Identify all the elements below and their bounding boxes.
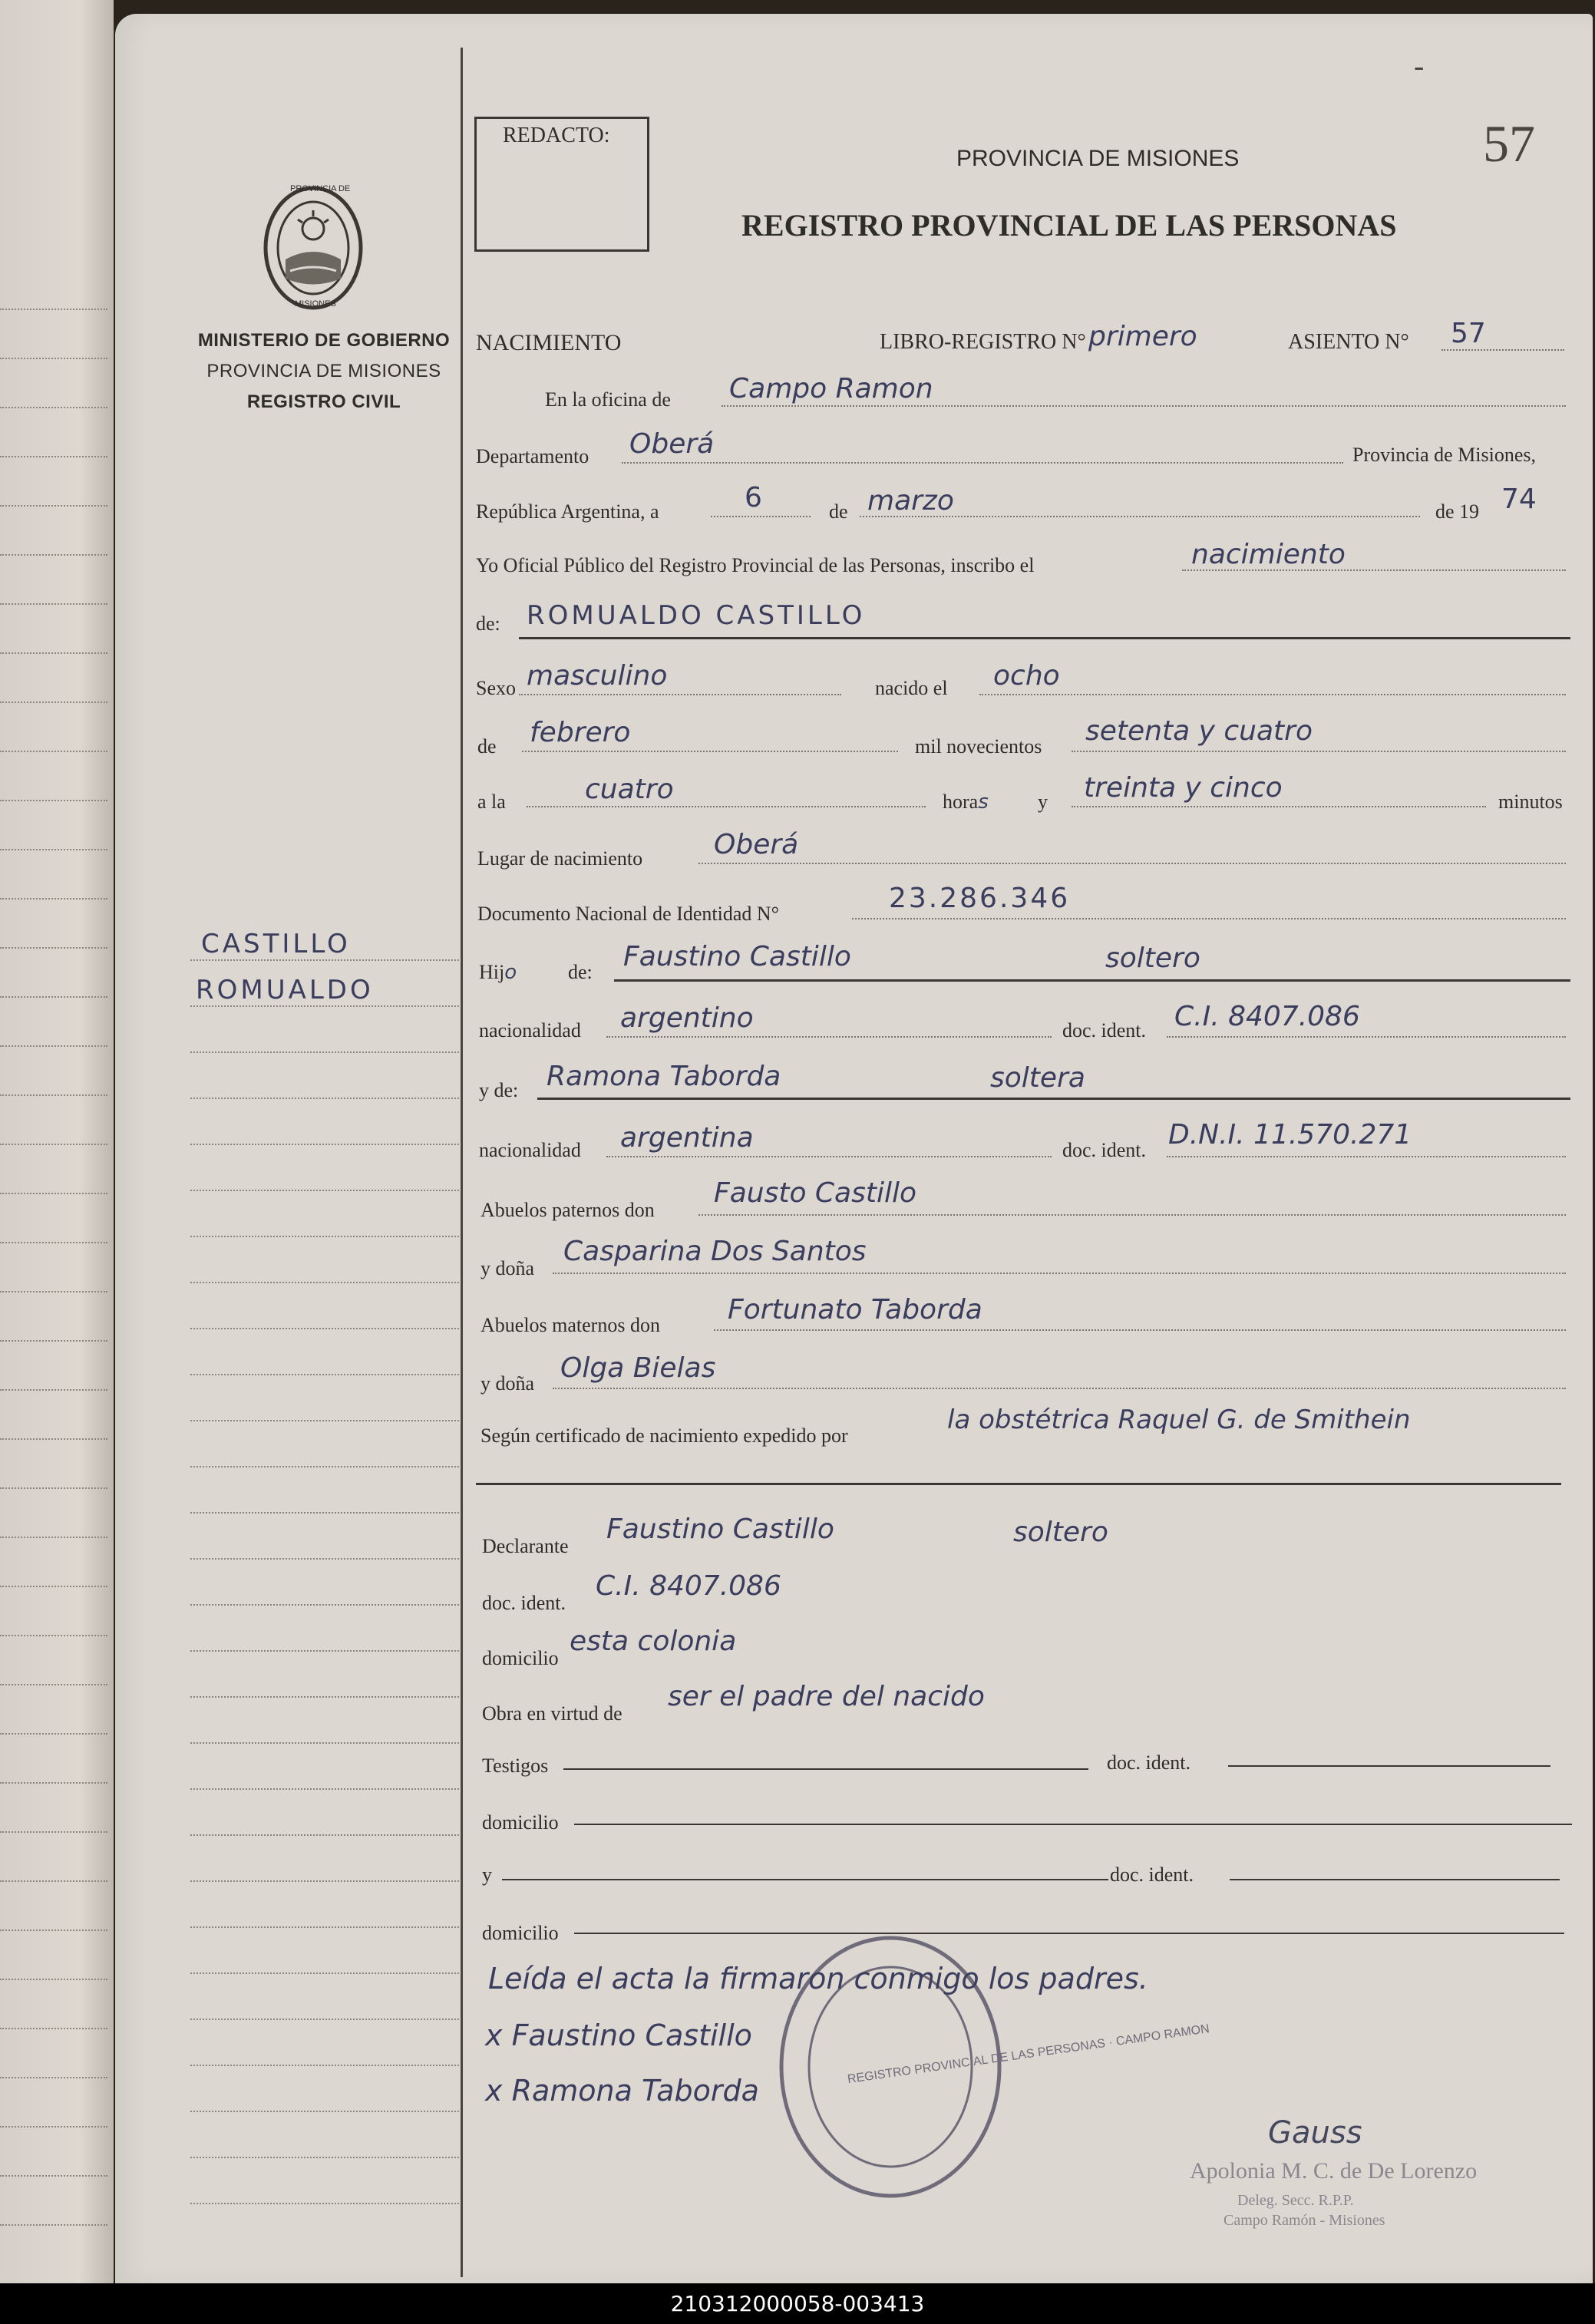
hijo-de-label: de: — [568, 961, 593, 983]
stamp-line2: Deleg. Secc. R.P.P. — [1237, 2192, 1354, 2209]
ruled-line — [852, 918, 1566, 919]
ruled-line — [0, 407, 107, 408]
lectura-text: Leída el acta la firmaron conmigo los padres. — [488, 1962, 1148, 1996]
ruled-line — [0, 751, 107, 752]
ruled-line — [0, 1045, 107, 1047]
ruled-line — [190, 1788, 459, 1790]
testigos-label: Testigos — [482, 1755, 549, 1777]
departamento-value: Oberá — [629, 428, 715, 460]
lugar-label: Lugar de nacimiento — [477, 847, 643, 870]
oficina-value: Campo Ramon — [729, 373, 933, 404]
hora-value: cuatro — [585, 774, 674, 805]
madre-estado: soltera — [990, 1062, 1085, 1094]
declarante-name: Faustino Castillo — [606, 1514, 834, 1545]
ruled-line — [0, 652, 107, 654]
ruled-line — [1182, 569, 1566, 571]
declarante-estado: soltero — [1013, 1517, 1108, 1548]
ruled-line — [622, 462, 1343, 464]
column-divider — [461, 48, 463, 2277]
testigo-domicilio-label: domicilio — [482, 1811, 559, 1834]
registered-name: ROMUALDO CASTILLO — [527, 600, 866, 631]
stamp-line3: Campo Ramón - Misiones — [1223, 2212, 1385, 2229]
ruled-line — [0, 898, 107, 900]
declarante-doc: C.I. 8407.086 — [596, 1570, 781, 1602]
ruled-line — [711, 516, 811, 517]
ruled-line — [190, 1236, 459, 1237]
ruled-line — [190, 1742, 459, 1744]
ruled-line — [860, 516, 1420, 517]
ruled-line — [0, 1733, 107, 1735]
ala-label: a la — [477, 791, 506, 813]
redacto-label: REDACTO: — [503, 124, 610, 147]
madre-nacionalidad: argentina — [620, 1122, 754, 1154]
testigo2-doc-label: doc. ident. — [1110, 1863, 1194, 1886]
ruled-line — [0, 1242, 107, 1243]
ruled-line — [190, 1604, 459, 1606]
ruled-line — [0, 2224, 107, 2226]
declarante-doc-label: doc. ident. — [482, 1592, 566, 1614]
ruled-line — [0, 1537, 107, 1538]
abuelo-paterno: Fausto Castillo — [714, 1177, 917, 1209]
y-dona-label-2: y doña — [480, 1372, 535, 1395]
provincia-label: Provincia de Misiones, — [1352, 444, 1537, 466]
testigo-y-label: y — [482, 1863, 492, 1886]
ruled-line — [190, 1926, 459, 1928]
padre-name: Faustino Castillo — [623, 941, 851, 972]
section-divider — [476, 1483, 1561, 1485]
testigo-doc-line — [1228, 1765, 1550, 1767]
asiento-label: ASIENTO N° — [1288, 330, 1409, 354]
testigo-line — [563, 1768, 1088, 1770]
dia-value: 6 — [745, 482, 762, 513]
ruled-line — [0, 1094, 107, 1096]
margin-note-given-name: ROMUALDO — [196, 975, 374, 1005]
de-label: de — [829, 500, 848, 523]
ruled-line — [0, 2175, 107, 2177]
ruled-line — [190, 1834, 459, 1836]
ruled-line — [190, 1144, 459, 1145]
ruled-line — [553, 1273, 1566, 1274]
obra-label: Obra en virtud de — [482, 1702, 622, 1725]
abuela-paterna: Casparina Dos Santos — [563, 1236, 867, 1267]
ruled-line — [190, 2111, 459, 2112]
testigo2-domicilio-label: domicilio — [482, 1922, 559, 1944]
minutos-value: treinta y cinco — [1084, 772, 1283, 804]
ruled-line — [606, 1036, 1052, 1038]
declarante-label: Declarante — [482, 1535, 569, 1557]
padre-doc-label: doc. ident. — [1062, 1019, 1147, 1042]
ministry-line1: MINISTERIO DE GOBIERNO — [197, 330, 451, 351]
madre-doc-label: doc. ident. — [1062, 1139, 1147, 1161]
testigo-doc-label: doc. ident. — [1107, 1751, 1191, 1774]
ruled-line — [0, 947, 107, 949]
ruled-line — [527, 806, 926, 807]
ruled-line — [0, 1389, 107, 1391]
ruled-line — [0, 800, 107, 801]
domicilio-label: domicilio — [482, 1647, 559, 1669]
testigo2-domicilio-line — [574, 1933, 1564, 1934]
ruled-line — [519, 694, 841, 695]
ruled-line — [190, 1190, 459, 1191]
yo-oficial-label: Yo Oficial Público del Registro Provincial de las Personas, inscribo el — [476, 554, 1035, 576]
madre-nac-label: nacionalidad — [479, 1139, 581, 1161]
ruled-line — [0, 505, 107, 507]
ruled-line — [979, 694, 1566, 695]
ministry-line2: PROVINCIA DE MISIONES — [206, 361, 441, 381]
ruled-line — [0, 701, 107, 703]
registry-title: REGISTRO PROVINCIAL DE LAS PERSONAS — [741, 208, 1397, 243]
ruled-line — [0, 1291, 107, 1292]
hijo-label — [479, 961, 517, 984]
nacido-label: nacido el — [875, 677, 948, 699]
republica-label: República Argentina, a — [476, 500, 659, 523]
ruled-line — [190, 1098, 459, 1099]
ruled-line — [698, 1214, 1566, 1216]
anio-label: de 19 — [1435, 500, 1480, 523]
testigo2-doc-line — [1230, 1879, 1560, 1880]
ruled-line — [190, 1374, 459, 1375]
ruled-line — [0, 456, 107, 457]
ruled-line — [1441, 349, 1564, 351]
nacido-value: ocho — [993, 660, 1060, 692]
libro-label: LIBRO-REGISTRO N° — [880, 330, 1086, 354]
madre-doc: D.N.I. 11.570.271 — [1168, 1119, 1412, 1150]
ruled-line — [190, 1282, 459, 1283]
mes-nac-value: febrero — [530, 717, 631, 748]
ruled-line — [1072, 751, 1566, 752]
ruled-line — [0, 2028, 107, 2029]
ruled-line — [190, 1420, 459, 1421]
ruled-line — [722, 405, 1566, 407]
ruled-line — [714, 1329, 1566, 1331]
seal-text-bottom: MISIONES — [295, 299, 336, 309]
page-number: 57 — [1483, 114, 1535, 173]
horas-label: horas — [943, 791, 989, 814]
y-label: y — [1038, 791, 1048, 813]
madre-name: Ramona Taborda — [547, 1061, 781, 1092]
libro-value: primero — [1088, 321, 1197, 352]
madre-underline — [537, 1098, 1570, 1100]
oficina-label: En la oficina de — [545, 388, 671, 411]
mes-value: marzo — [867, 485, 954, 517]
ruled-line — [0, 1340, 107, 1342]
image-id-text: 210312000058-003413 — [670, 2291, 925, 2316]
obra-value: ser el padre del nacido — [668, 1681, 985, 1712]
ruled-line — [0, 1831, 107, 1833]
margin-note-surname: CASTILLO — [201, 929, 351, 959]
departamento-label: Departamento — [476, 445, 589, 467]
ministry-line3: REGISTRO CIVIL — [246, 391, 401, 412]
ruled-line — [190, 2065, 459, 2066]
ruled-line — [190, 1696, 459, 1698]
ruled-line — [0, 358, 107, 359]
ruled-line — [190, 1466, 459, 1467]
minutos-label: minutos — [1498, 791, 1563, 813]
ruled-line — [190, 1972, 459, 1974]
domicilio-value: esta colonia — [570, 1626, 737, 1657]
segun-value: la obstétrica Raquel G. de Smithein — [947, 1405, 1411, 1435]
official-signature: Gauss — [1268, 2115, 1362, 2151]
ruled-line — [606, 1156, 1052, 1157]
ruled-line — [1072, 806, 1486, 807]
firma-padre: x Faustino Castillo — [485, 2019, 752, 2052]
ruled-line — [0, 1193, 107, 1194]
page-mark: - — [1414, 48, 1425, 83]
oval-seal-text: REGISTRO PROVINCIAL DE LAS PERSONAS · CAMPO RAMON — [847, 2022, 1210, 2087]
anio-value: 74 — [1501, 484, 1537, 515]
ruled-line — [0, 603, 107, 605]
abuela-materna: Olga Bielas — [560, 1352, 716, 1384]
dni-value: 23.286.346 — [889, 883, 1071, 914]
abuelos-maternos-label: Abuelos maternos don — [480, 1314, 660, 1336]
province-title: PROVINCIA DE MISIONES — [956, 146, 1240, 171]
mil-label: mil novecientos — [915, 735, 1042, 758]
ruled-line — [190, 2157, 459, 2158]
sexo-value: masculino — [527, 660, 668, 692]
sexo-label: Sexo — [476, 677, 516, 699]
left-page-edge — [0, 0, 114, 2283]
ruled-line — [0, 1487, 107, 1489]
horas-suffix: s — [978, 791, 989, 814]
padre-doc: C.I. 8407.086 — [1174, 1001, 1360, 1032]
stamp-line1: Apolonia M. C. de De Lorenzo — [1190, 2158, 1478, 2184]
ruled-line — [0, 1438, 107, 1440]
redacto-box — [474, 117, 649, 252]
dni-label: Documento Nacional de Identidad N° — [477, 903, 780, 925]
ruled-line — [0, 996, 107, 998]
hijo-label-text: Hij — [479, 961, 505, 983]
anio-nac-value: setenta y cuatro — [1085, 715, 1313, 747]
padre-nac-label: nacionalidad — [479, 1019, 581, 1042]
padre-underline — [614, 979, 1570, 982]
ruled-line — [190, 2019, 459, 2020]
ruled-line — [0, 309, 107, 310]
record-type: NACIMIENTO — [476, 330, 622, 355]
segun-label: Según certificado de nacimiento expedido por — [480, 1424, 848, 1447]
ruled-line — [190, 1328, 459, 1329]
ruled-line — [553, 1388, 1566, 1389]
ruled-line — [0, 2126, 107, 2128]
lugar-value: Oberá — [714, 829, 799, 860]
ruled-line — [522, 751, 898, 752]
ruled-line — [0, 2077, 107, 2078]
ruled-line — [0, 1782, 107, 1784]
ruled-line — [0, 1979, 107, 1980]
image-id-bar — [0, 2283, 1595, 2324]
provincial-coat-of-arms-icon — [259, 183, 367, 313]
ruled-line — [0, 1144, 107, 1145]
ruled-line — [190, 1880, 459, 1882]
ruled-line — [0, 1586, 107, 1587]
ruled-line — [190, 1005, 459, 1007]
ruled-line — [190, 1051, 459, 1053]
ruled-line — [190, 1512, 459, 1514]
ruled-line — [1167, 1036, 1566, 1038]
seal-text-top: PROVINCIA DE — [290, 184, 351, 193]
ruled-line — [190, 1558, 459, 1560]
ruled-line — [190, 1650, 459, 1652]
abuelos-paternos-label: Abuelos paternos don — [480, 1199, 655, 1221]
ruled-line — [698, 863, 1566, 864]
firma-madre: x Ramona Taborda — [485, 2074, 759, 2108]
name-underline — [519, 637, 1570, 639]
y-de-label: y de: — [479, 1079, 519, 1101]
asiento-value: 57 — [1451, 318, 1486, 349]
padre-nacionalidad: argentino — [620, 1002, 754, 1034]
abuelo-materno: Fortunato Taborda — [728, 1294, 982, 1325]
ruled-line — [0, 1880, 107, 1882]
ruled-line — [190, 959, 459, 961]
ruled-line — [1167, 1156, 1566, 1157]
ruled-line — [0, 554, 107, 556]
padre-estado: soltero — [1105, 942, 1200, 974]
yo-oficial-value: nacimiento — [1191, 539, 1346, 570]
ruled-line — [0, 849, 107, 850]
de2-label: de — [477, 735, 497, 758]
ruled-line — [0, 1684, 107, 1685]
testigo-domicilio-line — [574, 1824, 1572, 1825]
hijo-suffix: o — [504, 961, 517, 984]
de-name-label: de: — [476, 612, 500, 635]
ruled-line — [0, 1930, 107, 1931]
ruled-line — [190, 2203, 459, 2204]
ruled-line — [0, 1635, 107, 1636]
y-dona-label: y doña — [480, 1257, 535, 1279]
testigo2-line — [502, 1879, 1108, 1880]
